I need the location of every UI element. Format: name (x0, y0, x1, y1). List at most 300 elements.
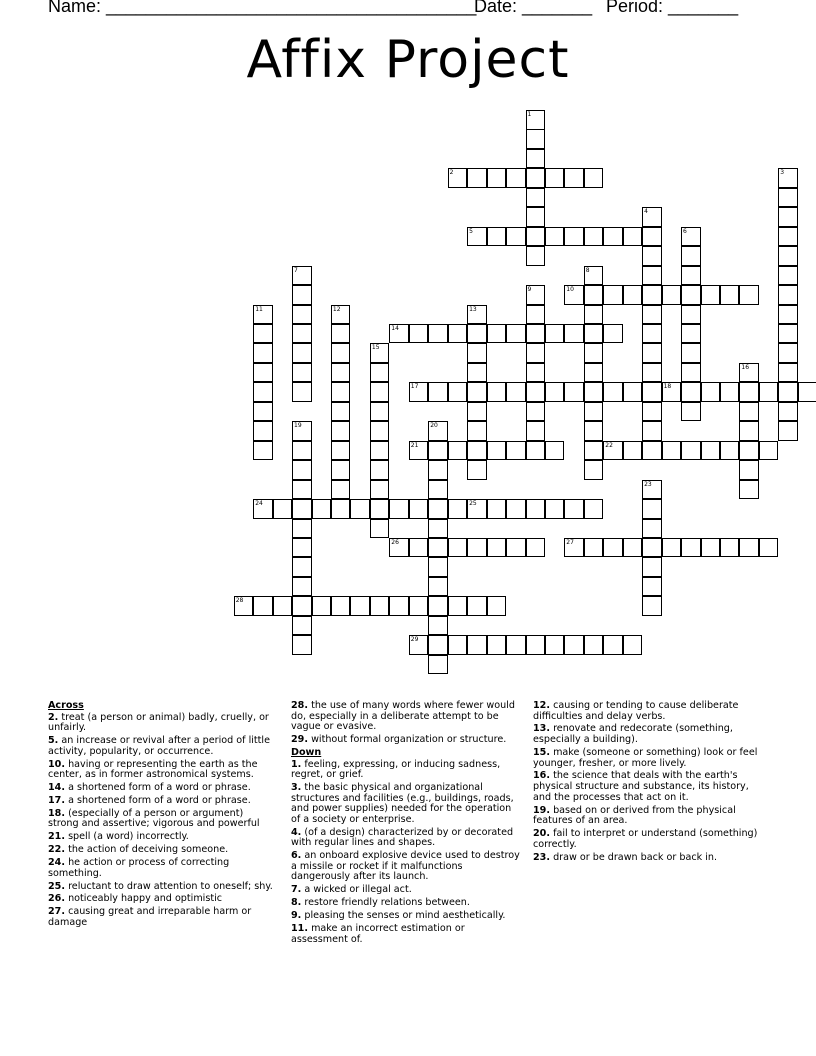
crossword-cell[interactable] (253, 596, 273, 616)
crossword-cell[interactable] (759, 382, 779, 402)
crossword-cell[interactable] (681, 402, 701, 422)
crossword-cell[interactable] (370, 343, 390, 363)
crossword-cell[interactable] (292, 635, 312, 655)
crossword-cell[interactable] (603, 324, 623, 344)
crossword-cell[interactable] (642, 421, 662, 441)
crossword-cell[interactable] (642, 324, 662, 344)
crossword-cell[interactable] (642, 441, 662, 461)
date-field[interactable]: Date: _______ (474, 0, 593, 16)
crossword-cell[interactable] (701, 285, 721, 305)
crossword-cell[interactable] (681, 324, 701, 344)
crossword-cell[interactable] (428, 596, 448, 616)
crossword-cell[interactable] (487, 635, 507, 655)
crossword-cell[interactable] (778, 266, 798, 286)
crossword-cell[interactable] (253, 324, 273, 344)
crossword-cell[interactable] (681, 441, 701, 461)
crossword-cell[interactable] (428, 519, 448, 539)
crossword-cell[interactable] (506, 635, 526, 655)
crossword-cell[interactable] (778, 363, 798, 383)
crossword-cell[interactable] (312, 596, 332, 616)
crossword-cell[interactable] (312, 499, 332, 519)
crossword-cell[interactable] (370, 499, 390, 519)
crossword-cell[interactable] (428, 441, 448, 461)
clue-item (533, 724, 765, 745)
crossword-cell[interactable] (526, 421, 546, 441)
crossword-cell[interactable] (739, 538, 759, 558)
crossword-cell[interactable] (603, 227, 623, 247)
crossword-cell[interactable] (389, 324, 409, 344)
crossword-cell[interactable] (467, 227, 487, 247)
crossword-cell[interactable] (331, 343, 351, 363)
clue-item (533, 701, 765, 722)
crossword-cell[interactable] (448, 441, 468, 461)
crossword-cell[interactable] (642, 227, 662, 247)
crossword-cell[interactable] (623, 441, 643, 461)
crossword-cell[interactable] (331, 460, 351, 480)
crossword-cell[interactable] (467, 324, 487, 344)
crossword-cell[interactable] (331, 363, 351, 383)
crossword-cell[interactable] (409, 382, 429, 402)
crossword-cell[interactable] (584, 421, 604, 441)
clue-number-label: 4 (644, 208, 648, 216)
crossword-cell[interactable] (331, 382, 351, 402)
clue-number-label: 22 (605, 441, 613, 449)
crossword-cell[interactable] (526, 382, 546, 402)
crossword-cell[interactable] (448, 596, 468, 616)
crossword-cell[interactable] (720, 382, 740, 402)
crossword-cell[interactable] (526, 246, 546, 266)
crossword-cell[interactable] (428, 382, 448, 402)
crossword-cell[interactable] (292, 421, 312, 441)
crossword-cell[interactable] (467, 305, 487, 325)
crossword-cell[interactable] (778, 188, 798, 208)
crossword-cell[interactable] (584, 363, 604, 383)
crossword-cell[interactable] (584, 305, 604, 325)
crossword-cell[interactable] (642, 305, 662, 325)
crossword-cell[interactable] (526, 363, 546, 383)
crossword-cell[interactable] (526, 305, 546, 325)
crossword-cell[interactable] (253, 441, 273, 461)
crossword-cell[interactable] (642, 285, 662, 305)
crossword-cell[interactable] (778, 207, 798, 227)
crossword-cell[interactable] (778, 324, 798, 344)
crossword-cell[interactable] (292, 382, 312, 402)
crossword-cell[interactable] (526, 149, 546, 169)
crossword-cell[interactable] (681, 246, 701, 266)
crossword-cell[interactable] (778, 168, 798, 188)
crossword-cell[interactable] (331, 305, 351, 325)
clue-text: without formal organization or structure. (311, 734, 507, 746)
crossword-cell[interactable] (487, 499, 507, 519)
crossword-cell[interactable] (273, 499, 293, 519)
crossword-cell[interactable] (292, 596, 312, 616)
crossword-cell[interactable] (545, 499, 565, 519)
crossword-cell[interactable] (273, 596, 293, 616)
crossword-cell[interactable] (467, 596, 487, 616)
crossword-cell[interactable] (623, 538, 643, 558)
clue-text: an increase or revival after a period of little activity, popularity, or occurrence. (48, 735, 271, 757)
crossword-cell[interactable] (526, 227, 546, 247)
crossword-cell[interactable] (778, 382, 798, 402)
crossword-cell[interactable] (370, 421, 390, 441)
crossword-cell[interactable] (292, 577, 312, 597)
crossword-cell[interactable] (467, 168, 487, 188)
crossword-cell[interactable] (603, 635, 623, 655)
crossword-cell[interactable] (564, 227, 584, 247)
crossword-cell[interactable] (526, 207, 546, 227)
clue-text: pleasing the senses or mind aesthetically. (304, 910, 506, 922)
crossword-cell[interactable] (623, 635, 643, 655)
crossword-cell[interactable] (545, 227, 565, 247)
crossword-cell[interactable] (370, 363, 390, 383)
crossword-cell[interactable] (681, 363, 701, 383)
clue-text: the basic physical and organizational structures and facilities (e.g., buildings, roads, and power supplies) needed for the operation of a society or enterprise. (291, 782, 514, 825)
crossword-cell[interactable] (603, 538, 623, 558)
crossword-cell[interactable] (253, 363, 273, 383)
crossword-cell[interactable] (389, 538, 409, 558)
crossword-cell[interactable] (564, 285, 584, 305)
crossword-cell[interactable] (584, 227, 604, 247)
crossword-cell[interactable] (778, 246, 798, 266)
crossword-cell[interactable] (467, 538, 487, 558)
crossword-cell[interactable] (506, 538, 526, 558)
crossword-cell[interactable] (292, 266, 312, 286)
crossword-cell[interactable] (506, 382, 526, 402)
crossword-cell[interactable] (720, 538, 740, 558)
clue-number-label: 13 (469, 305, 477, 313)
clue-number-label: 2 (449, 169, 454, 177)
crossword-cell[interactable] (409, 441, 429, 461)
crossword-cell[interactable] (545, 441, 565, 461)
crossword-cell[interactable] (389, 596, 409, 616)
crossword-cell[interactable] (487, 168, 507, 188)
crossword-cell[interactable] (584, 343, 604, 363)
crossword-cell[interactable] (428, 460, 448, 480)
crossword-cell[interactable] (778, 227, 798, 247)
clue-item (48, 760, 273, 781)
crossword-cell[interactable] (642, 577, 662, 597)
crossword-cell[interactable] (564, 382, 584, 402)
crossword-cell[interactable] (603, 285, 623, 305)
crossword-cell[interactable] (409, 499, 429, 519)
crossword-cell[interactable] (778, 343, 798, 363)
crossword-cell[interactable] (526, 285, 546, 305)
crossword-cell[interactable] (428, 557, 448, 577)
clue-number: 10. (48, 758, 65, 770)
clue-item (533, 853, 765, 864)
crossword-cell[interactable] (662, 382, 682, 402)
clue-number-label: 3 (780, 169, 785, 177)
crossword-cell[interactable] (409, 324, 429, 344)
crossword-cell[interactable] (526, 538, 546, 558)
crossword-cell[interactable] (506, 499, 526, 519)
crossword-cell[interactable] (739, 480, 759, 500)
crossword-cell[interactable] (642, 266, 662, 286)
crossword-cell[interactable] (331, 324, 351, 344)
down-heading: Down (291, 746, 322, 758)
clue-text: reluctant to draw attention to oneself; shy. (68, 880, 273, 892)
crossword-cell[interactable] (642, 596, 662, 616)
crossword-cell[interactable] (739, 285, 759, 305)
crossword-cell[interactable] (487, 227, 507, 247)
crossword-cell[interactable] (428, 655, 448, 675)
crossword-cell[interactable] (467, 382, 487, 402)
clue-number: 27. (48, 906, 65, 918)
crossword-cell[interactable] (331, 596, 351, 616)
crossword-cell[interactable] (603, 382, 623, 402)
clue-item (291, 760, 523, 781)
crossword-cell[interactable] (603, 441, 623, 461)
crossword-cell[interactable] (292, 363, 312, 383)
crossword-cell[interactable] (448, 538, 468, 558)
crossword-cell[interactable] (526, 499, 546, 519)
crossword-cell[interactable] (253, 382, 273, 402)
crossword-cell[interactable] (623, 285, 643, 305)
crossword-cell[interactable] (662, 285, 682, 305)
clue-number: 24. (48, 857, 65, 869)
crossword-cell[interactable] (681, 266, 701, 286)
crossword-cell[interactable] (759, 538, 779, 558)
crossword-cell[interactable] (292, 557, 312, 577)
crossword-cell[interactable] (448, 499, 468, 519)
crossword-cell[interactable] (331, 421, 351, 441)
crossword-cell[interactable] (642, 402, 662, 422)
clue-number-label: 19 (294, 422, 302, 430)
crossword-cell[interactable] (545, 635, 565, 655)
crossword-cell[interactable] (584, 324, 604, 344)
crossword-cell[interactable] (487, 441, 507, 461)
crossword-cell[interactable] (526, 168, 546, 188)
crossword-cell[interactable] (681, 382, 701, 402)
crossword-cell[interactable] (623, 382, 643, 402)
clue-number-label: 6 (683, 227, 687, 235)
name-field[interactable]: Name: _____________________________________ (48, 0, 477, 16)
crossword-cell[interactable] (642, 363, 662, 383)
crossword-cell[interactable] (681, 227, 701, 247)
crossword-cell[interactable] (642, 480, 662, 500)
clue-item (48, 882, 273, 893)
crossword-cell[interactable] (331, 402, 351, 422)
crossword-cell[interactable] (292, 480, 312, 500)
crossword-cell[interactable] (739, 421, 759, 441)
clue-item (48, 894, 273, 905)
crossword-cell[interactable] (564, 538, 584, 558)
crossword-cell[interactable] (448, 382, 468, 402)
crossword-cell[interactable] (409, 538, 429, 558)
crossword-cell[interactable] (526, 324, 546, 344)
crossword-cell[interactable] (623, 227, 643, 247)
clue-number: 11. (291, 922, 308, 934)
crossword-cell[interactable] (778, 305, 798, 325)
crossword-cell[interactable] (739, 363, 759, 383)
crossword-cell[interactable] (584, 441, 604, 461)
clue-text: the action of deceiving someone. (68, 844, 229, 856)
crossword-cell[interactable] (798, 382, 816, 402)
crossword-cell[interactable] (350, 499, 370, 519)
crossword-cell[interactable] (253, 343, 273, 363)
clue-number: 1. (291, 758, 302, 770)
crossword-cell[interactable] (739, 402, 759, 422)
crossword-cell[interactable] (467, 421, 487, 441)
crossword-cell[interactable] (526, 343, 546, 363)
crossword-cell[interactable] (526, 129, 546, 149)
crossword-cell[interactable] (564, 499, 584, 519)
crossword-cell[interactable] (526, 402, 546, 422)
crossword-cell[interactable] (292, 343, 312, 363)
crossword-cell[interactable] (545, 168, 565, 188)
crossword-cell[interactable] (292, 441, 312, 461)
crossword-cell[interactable] (467, 635, 487, 655)
crossword-cell[interactable] (487, 324, 507, 344)
crossword-cell[interactable] (253, 305, 273, 325)
crossword-cell[interactable] (292, 460, 312, 480)
crossword-cell[interactable] (642, 207, 662, 227)
crossword-cell[interactable] (234, 596, 254, 616)
clue-number-label: 29 (410, 636, 419, 644)
crossword-cell[interactable] (739, 441, 759, 461)
crossword-cell[interactable] (584, 460, 604, 480)
crossword-cell[interactable] (292, 616, 312, 636)
clue-number: 26. (48, 893, 65, 905)
crossword-cell[interactable] (662, 538, 682, 558)
crossword-cell[interactable] (584, 538, 604, 558)
crossword-cell[interactable] (292, 285, 312, 305)
crossword-cell[interactable] (428, 577, 448, 597)
page-title: Affix Project (246, 30, 570, 90)
clue-number: 2. (48, 711, 59, 723)
crossword-cell[interactable] (584, 285, 604, 305)
crossword-cell[interactable] (331, 499, 351, 519)
crossword-cell[interactable] (584, 168, 604, 188)
crossword-cell[interactable] (739, 382, 759, 402)
crossword-cell[interactable] (642, 557, 662, 577)
crossword-cell[interactable] (584, 499, 604, 519)
crossword-cell[interactable] (487, 596, 507, 616)
crossword-cell[interactable] (564, 635, 584, 655)
period-field[interactable]: Period: _______ (606, 0, 739, 16)
crossword-cell[interactable] (331, 441, 351, 461)
clue-number: 15. (533, 746, 550, 758)
crossword-cell[interactable] (681, 285, 701, 305)
crossword-cell[interactable] (778, 285, 798, 305)
crossword-cell[interactable] (584, 635, 604, 655)
crossword-cell[interactable] (759, 441, 779, 461)
crossword-cell[interactable] (526, 110, 546, 130)
crossword-cell[interactable] (642, 382, 662, 402)
crossword-cell[interactable] (467, 363, 487, 383)
crossword-cell[interactable] (778, 421, 798, 441)
crossword-cell[interactable] (584, 382, 604, 402)
crossword-cell[interactable] (253, 402, 273, 422)
crossword-cell[interactable] (370, 519, 390, 539)
crossword-cell[interactable] (292, 499, 312, 519)
crossword-cell[interactable] (506, 324, 526, 344)
crossword-cell[interactable] (428, 538, 448, 558)
crossword-cell[interactable] (526, 188, 546, 208)
crossword-cell[interactable] (487, 538, 507, 558)
crossword-cell[interactable] (292, 305, 312, 325)
crossword-cell[interactable] (467, 343, 487, 363)
crossword-cell[interactable] (448, 635, 468, 655)
crossword-cell[interactable] (370, 480, 390, 500)
clue-number: 19. (533, 804, 550, 816)
crossword-cell[interactable] (370, 441, 390, 461)
crossword-cell[interactable] (428, 635, 448, 655)
crossword-cell[interactable] (720, 285, 740, 305)
crossword-cell[interactable] (642, 343, 662, 363)
crossword-cell[interactable] (564, 324, 584, 344)
crossword-cell[interactable] (506, 441, 526, 461)
crossword-cell[interactable] (701, 538, 721, 558)
crossword-cell[interactable] (389, 499, 409, 519)
crossword-cell[interactable] (526, 635, 546, 655)
crossword-cell[interactable] (642, 519, 662, 539)
crossword-cell[interactable] (506, 168, 526, 188)
crossword-cell[interactable] (350, 596, 370, 616)
crossword-cell[interactable] (292, 519, 312, 539)
crossword-cell[interactable] (701, 441, 721, 461)
crossword-cell[interactable] (701, 382, 721, 402)
crossword-cell[interactable] (448, 168, 468, 188)
crossword-cell[interactable] (409, 635, 429, 655)
crossword-cell[interactable] (253, 421, 273, 441)
crossword-cell[interactable] (778, 402, 798, 422)
crossword-cell[interactable] (428, 616, 448, 636)
crossword-cell[interactable] (467, 402, 487, 422)
crossword-cell[interactable] (467, 460, 487, 480)
crossword-cell[interactable] (428, 324, 448, 344)
crossword-cell[interactable] (467, 499, 487, 519)
crossword-cell[interactable] (370, 402, 390, 422)
crossword-cell[interactable] (370, 596, 390, 616)
crossword-cell[interactable] (448, 324, 468, 344)
crossword-cell[interactable] (292, 538, 312, 558)
crossword-cell[interactable] (642, 499, 662, 519)
clue-text: based on or derived from the physical features of an area. (533, 804, 736, 827)
crossword-cell[interactable] (545, 382, 565, 402)
clue-number-label: 8 (585, 266, 590, 274)
crossword-cell[interactable] (409, 596, 429, 616)
crossword-cell[interactable] (662, 441, 682, 461)
clues-column-3 (533, 701, 765, 865)
crossword-cell[interactable] (642, 246, 662, 266)
crossword-cell[interactable] (681, 305, 701, 325)
crossword-cell[interactable] (564, 168, 584, 188)
crossword-cell[interactable] (487, 382, 507, 402)
crossword-cell[interactable] (584, 402, 604, 422)
crossword-cell[interactable] (331, 480, 351, 500)
crossword-cell[interactable] (370, 382, 390, 402)
crossword-cell[interactable] (370, 460, 390, 480)
crossword-cell[interactable] (292, 324, 312, 344)
crossword-cell[interactable] (584, 266, 604, 286)
crossword-cell[interactable] (253, 499, 273, 519)
crossword-cell[interactable] (545, 324, 565, 344)
crossword-cell[interactable] (526, 441, 546, 461)
crossword-cell[interactable] (681, 343, 701, 363)
clue-number: 16. (533, 770, 550, 782)
crossword-cell[interactable] (467, 441, 487, 461)
crossword-cell[interactable] (506, 227, 526, 247)
crossword-cell[interactable] (681, 538, 701, 558)
clue-number: 4. (291, 826, 302, 838)
crossword-cell[interactable] (720, 441, 740, 461)
crossword-cell[interactable] (642, 538, 662, 558)
crossword-cell[interactable] (428, 480, 448, 500)
crossword-cell[interactable] (739, 460, 759, 480)
crossword-cell[interactable] (428, 499, 448, 519)
crossword-cell[interactable] (428, 421, 448, 441)
